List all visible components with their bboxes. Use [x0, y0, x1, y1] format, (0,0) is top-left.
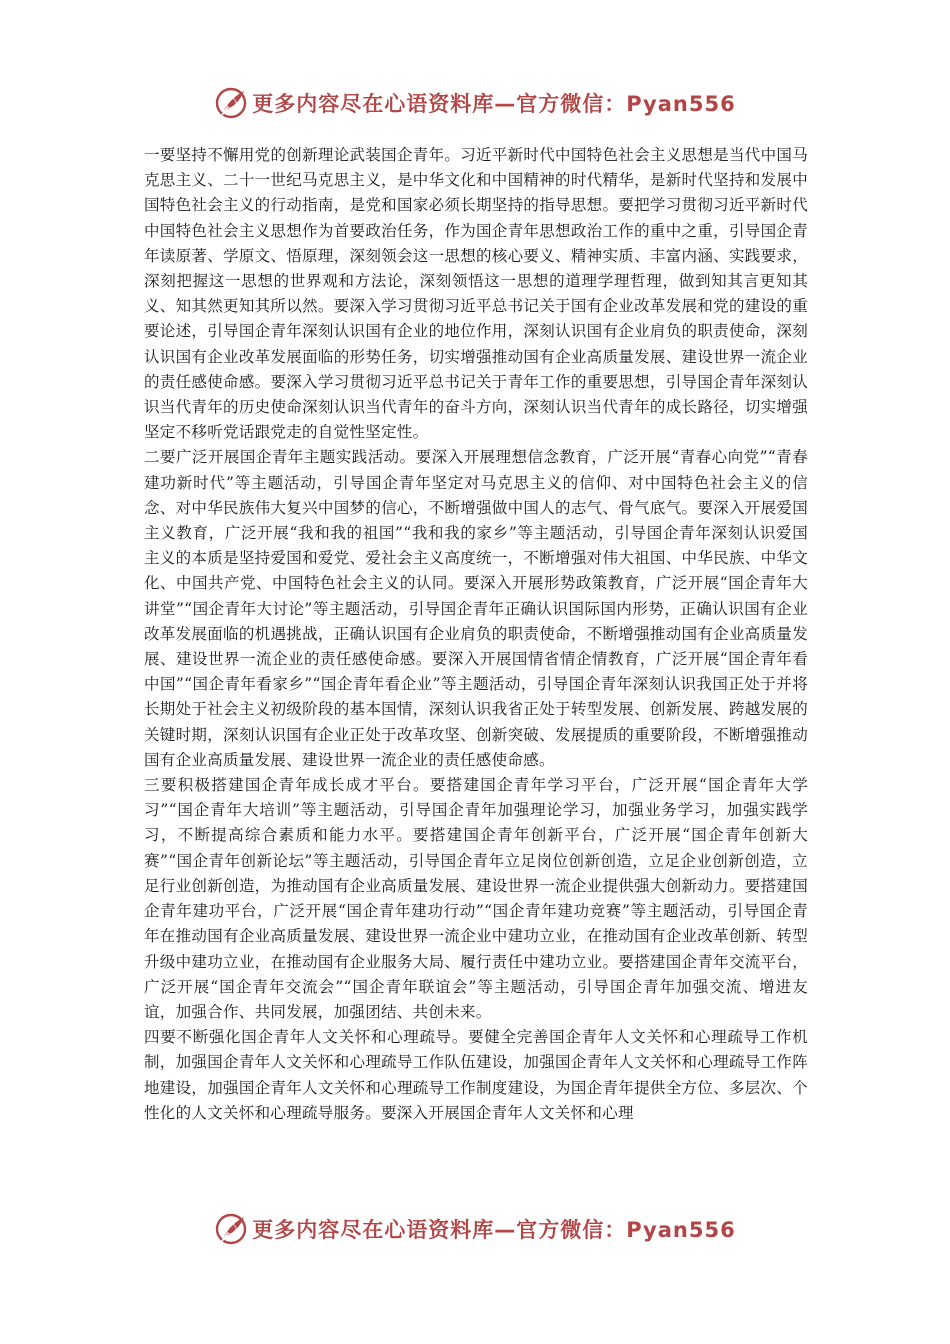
paragraph-2: 二要广泛开展国企青年主题实践活动。要深入开展理想信念教育，广泛开展“青春心向党”“青春建功新时代”等主题活动，引导国企青年坚定对马克思主义的信仰、对中国特色社会主义的信念、对中华民族伟大复兴中国梦的信心，不断增强做中国人的志气、骨气底气。要深入开展爱国主义教育，广泛开展“我和我的祖国”“我和我的家乡”等主题活动，引导国企青年深刻认识爱国主义的本质是坚持爱国和爱党、爱社会主义高度统一，不断增强对伟大祖国、中华民族、中华文化、中国共产党、中国特色社会主义的认同。要深入开展形势政策教育，广泛开展“国企青年大讲堂”“国企青年大讨论”等主题活动，引导国企青年正确认识国际国内形势，正确认识国有企业改革发展面临的机遇挑战，正确认识国有企业肩负的职责使命，不断增强推动国有企业高质量发展、建设世界一流企业的责任感使命感。要深入开展国情省情企情教育，广泛开展“国企青年看中国”“国企青年看家乡”“国企青年看企业”等主题活动，引导国企青年深刻认识我国正处于并将长期处于社会主义初级阶段的基本国情，深刻认识我省正处于转型发展、创新发展、跨越发展的关键时期，深刻认识国有企业正处于改革攻坚、创新突破、发展提质的重要阶段，不断增强推动国有企业高质量发展、建设世界一流企业的责任感使命感。 — [144, 448, 808, 769]
paragraph-1: 一要坚持不懈用党的创新理论武装国企青年。习近平新时代中国特色社会主义思想是当代中国马克思主义、二十一世纪马克思主义，是中华文化和中国精神的时代精华，是新时代坚持和发展中国特色社会主义的行动指南，是党和国家必须长期坚持的指导思想。要把学习贯彻习近平新时代中国特色社会主义思想作为首要政治任务，作为国企青年思想政治工作的重中之重，引导国企青年读原著、学原文、悟原理，深刻领会这一思想的核心要义、精神实质、丰富内涵、实践要求，深刻把握这一思想的世界观和方法论，深刻领悟这一思想的道理学理哲理，做到知其言更知其义、知其然更知其所以然。要深入学习贯彻习近平总书记关于国有企业改革发展和党的建设的重要论述，引导国企青年深刻认识国有企业的地位作用，深刻认识国有企业肩负的职责使命，深刻认识国有企业改革发展面临的形势任务，切实增强推动国有企业高质量发展、建设世界一流企业的责任感使命感。要深入学习贯彻习近平总书记关于青年工作的重要思想，引导国企青年深刻认识当代青年的历史使命深刻认识当代青年的奋斗方向，深刻认识当代青年的成长路径，切实增强坚定不移听党话跟党走的自觉性坚定性。 — [144, 146, 808, 442]
paragraph-3: 三要积极搭建国企青年成长成才平台。要搭建国企青年学习平台，广泛开展“国企青年大学习”“国企青年大培训”等主题活动，引导国企青年加强理论学习，加强业务学习，加强实践学习，不断提高综合素质和能力水平。要搭建国企青年创新平台，广泛开展“国企青年创新大赛”“国企青年创新论坛”等主题活动，引导国企青年立足岗位创新创造，立足企业创新创造，立足行业创新创造，为推动国有企业高质量发展、建设世界一流企业提供强大创新动力。要搭建国企青年建功平台，广泛开展“国企青年建功行动”“国企青年建功竞赛”等主题活动，引导国企青年在推动国有企业高质量发展、建设世界一流企业中建功立业，在推动国有企业改革创新、转型升级中建功立业，在推动国有企业服务大局、履行责任中建功立业。要搭建国企青年交流平台，广泛开展“国企青年交流会”“国企青年联谊会”等主题活动，引导国企青年加强交流、增进友谊，加强合作、共同发展，加强团结、共创未来。 — [144, 776, 808, 1021]
document-body — [144, 143, 808, 1126]
footer-banner-text: 更多内容尽在心语资料库—官方微信：Pyan556 — [252, 1218, 736, 1242]
header-banner-text: 更多内容尽在心语资料库—官方微信：Pyan556 — [252, 92, 736, 116]
header-banner — [0, 78, 950, 128]
footer-banner — [0, 1204, 950, 1254]
quill-logo-icon — [214, 86, 248, 120]
paragraph-4: 四要不断强化国企青年人文关怀和心理疏导。要健全完善国企青年人文关怀和心理疏导工作机制，加强国企青年人文关怀和心理疏导工作队伍建设，加强国企青年人文关怀和心理疏导工作阵地建设，加强国企青年人文关怀和心理疏导工作制度建设，为国企青年提供全方位、多层次、个性化的人文关怀和心理疏导服务。要深入开展国企青年人文关怀和心理 — [144, 1028, 808, 1122]
quill-logo-icon — [214, 1212, 248, 1246]
